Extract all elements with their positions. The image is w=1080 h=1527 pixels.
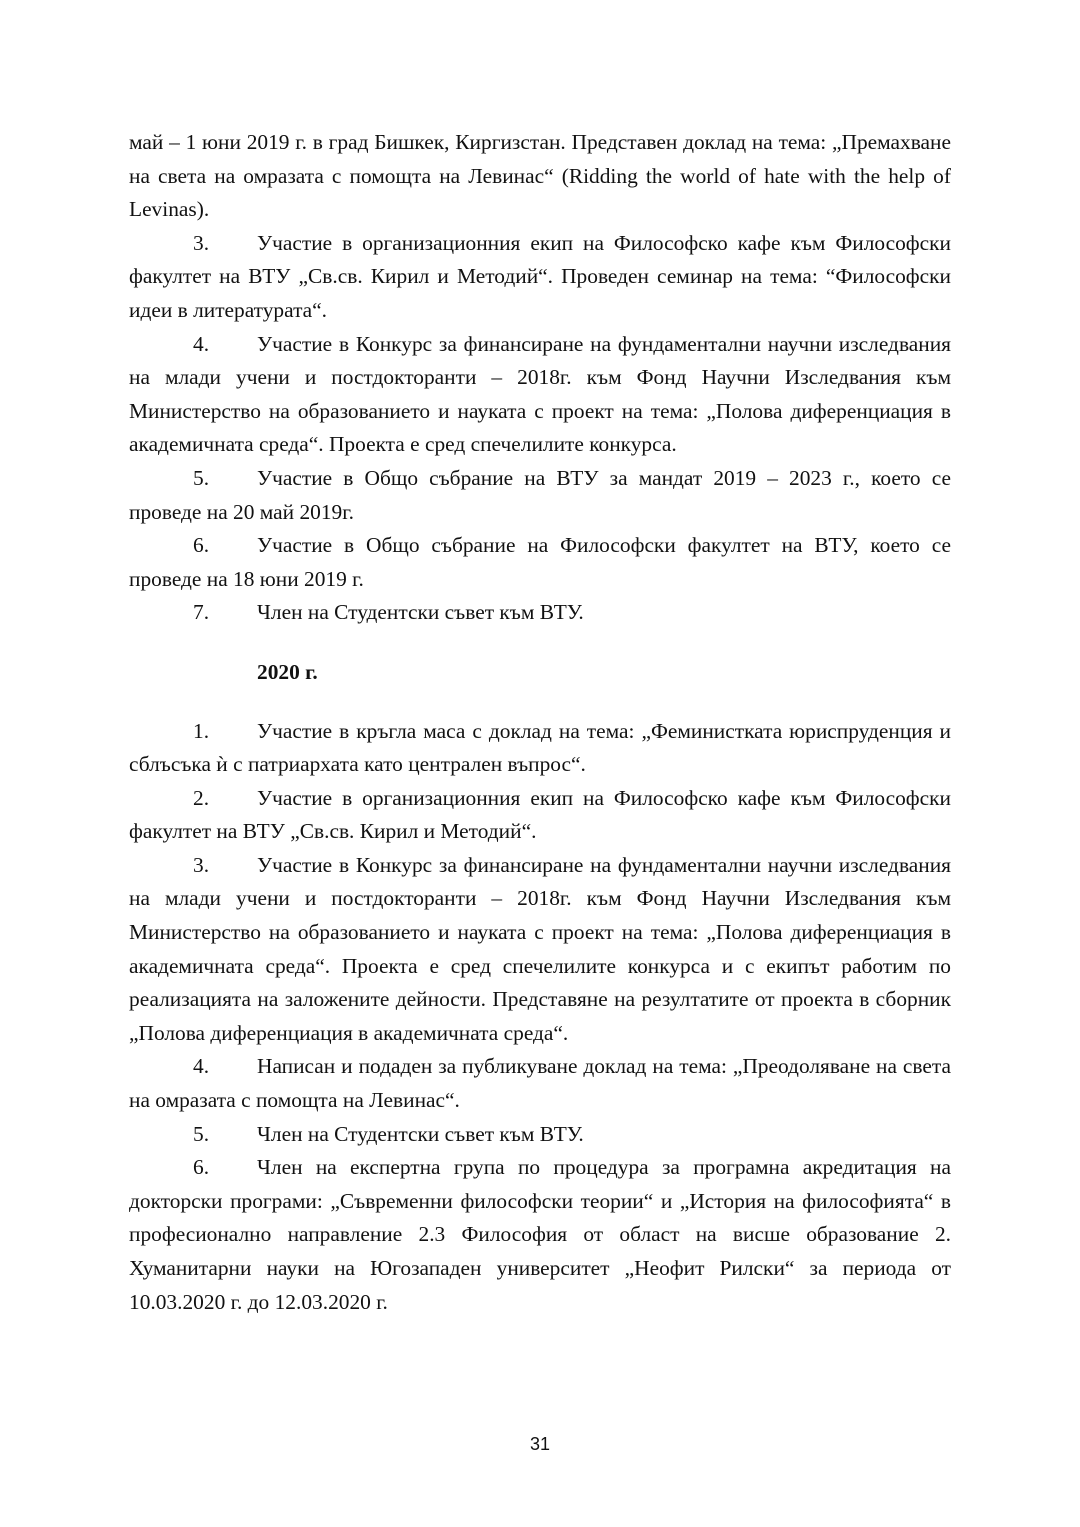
item-text: Член на експертна група по процедура за програмна акредитация на докторски програми: „Съвременни философски теории“ и „История на философията“ в професионално направление 2.3 Философия от област на висше образование 2. Хуманитарни науки на Югозападен университет „Неофит Рилски“ за периода от 10.03.2020 г. до 12.03.2020 г.: [129, 1155, 951, 1314]
list-item: [129, 715, 951, 782]
item-text: Участие в кръгла маса с доклад на тема: „Феминистката юриспруденция и сблъсъка ѝ с патриархата като централен въпрос“.: [129, 718, 951, 777]
item-number: 3.: [193, 852, 210, 877]
item-text: Член на Студентски съвет към ВТУ.: [257, 1121, 584, 1146]
item-number: 1.: [193, 718, 210, 743]
item-number: 6.: [193, 533, 210, 558]
item-text: Написан и подаден за публикуване доклад на тема: „Преодоляване на света на омразата с помощта на Левинас“.: [129, 1054, 951, 1113]
item-text: Участие в организационния екип на Философско кафе към Философски факултет на ВТУ „Св.св. Кирил и Методий“. Проведен семинар на тема: “Философски идеи в литературата“.: [129, 230, 951, 322]
item-text: Участие в Общо събрание на Философски факултет на ВТУ, което се проведе на 18 юни 2019 г.: [129, 533, 951, 591]
list-2020: [129, 715, 951, 1320]
list-item: [129, 227, 951, 328]
list-item: [129, 529, 951, 596]
item-number: 2.: [193, 785, 210, 810]
list-item: [129, 596, 951, 630]
list-item: [129, 1118, 951, 1152]
list-item: [129, 782, 951, 849]
list-item: [129, 849, 951, 1051]
list-item: [129, 1050, 951, 1117]
item-text: Участие в Конкурс за финансиране на фундаментални научни изследвания на млади учени и постдокторанти – 2018г. към Фонд Научни Изследвания към Министерство на образованието и науката с проект на тема: „Полова диференциация в академичната среда“. Проекта е сред спечелилите конкурса.: [129, 331, 951, 457]
item-number: 6.: [193, 1155, 210, 1180]
list-item: [129, 1151, 951, 1319]
item-number: 4.: [193, 331, 210, 356]
item-text: Участие в Общо събрание на ВТУ за мандат 2019 – 2023 г., което се проведе на 20 май 2019г.: [129, 465, 951, 524]
list-item: [129, 462, 951, 529]
item-text: Участие в Конкурс за финансиране на фундаментални научни изследвания на млади учени и постдокторанти – 2018г. към Фонд Научни Изследвания към Министерство на образованието и науката с проект на тема: „Полова диференциация в академичната среда“. Проекта е сред спечелилите конкурса и с екипът работим по реализацията на заложените дейности. Представяне на резултатите от проекта в сборник „Полова диференциация в академичната среда“.: [129, 852, 951, 1045]
item-text: Участие в организационния екип на Философско кафе към Философски факултет на ВТУ „Св.св. Кирил и Методий“.: [129, 785, 951, 844]
item-number: 3.: [193, 230, 210, 255]
item-number: 7.: [193, 600, 210, 625]
list-item: [129, 328, 951, 462]
document-body: [129, 126, 951, 1319]
item-number: 4.: [193, 1054, 210, 1079]
item-text: Член на Студентски съвет към ВТУ.: [257, 600, 584, 625]
list-2019: [129, 227, 951, 630]
intro-paragraph: май – 1 юни 2019 г. в град Бишкек, Киргизстан. Представен доклад на тема: „Премахване на света на омразата с помощта на Левинас“ (Ridding the world of hate with the help of Levinas).: [129, 130, 951, 222]
page-number: 31: [529, 1434, 551, 1454]
item-number: 5.: [193, 465, 210, 490]
item-number: 5.: [193, 1121, 210, 1146]
section-heading-2020: 2020 г.: [257, 659, 318, 684]
